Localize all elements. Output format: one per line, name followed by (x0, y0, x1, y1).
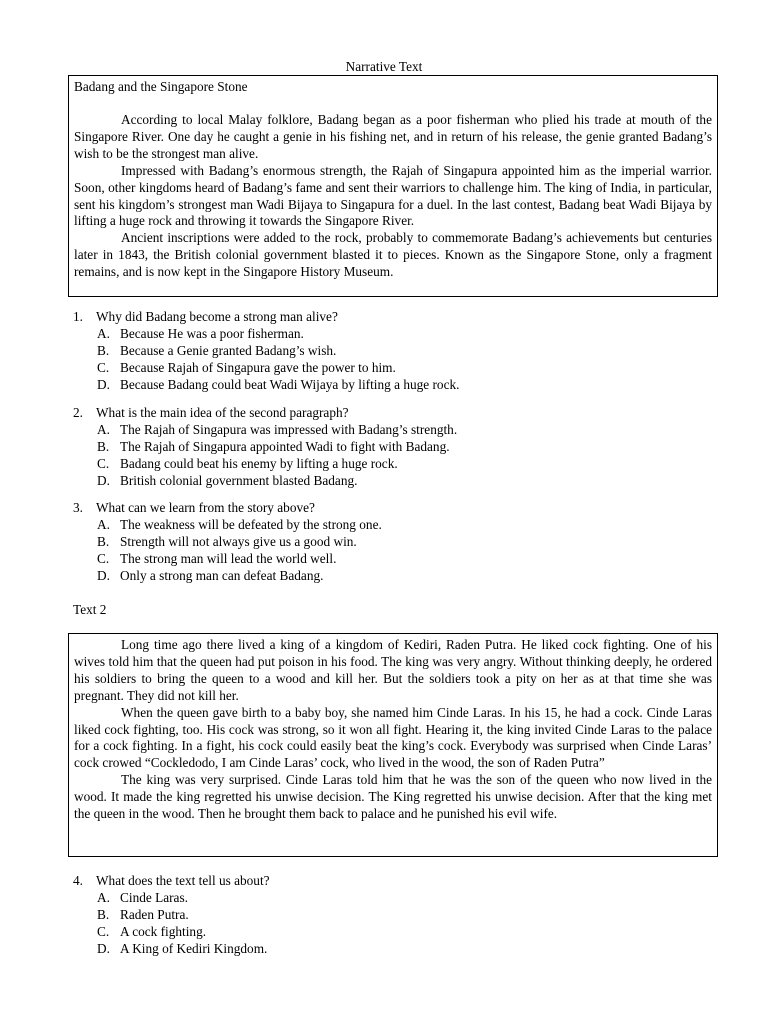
text1-title: Badang and the Singapore Stone (74, 79, 248, 94)
option-letter: C. (97, 456, 110, 471)
text1-paragraph-2: Impressed with Badang’s enormous strength, the Rajah of Singapura appointed him as the imperial warrior. Soon, other kingdoms heard of Badang’s fame and sent their warriors to challenge him. The king of India, in particular, sent his kingdom’s strongest man Wadi Bijaya to Singapura for a duel. In the last contest, Badang beat Wadi Bijaya by lifting a huge rock and throwing it towards the Singapore River. (74, 162, 712, 229)
option-letter: C. (97, 360, 110, 375)
option-text: Because a Genie granted Badang’s wish. (120, 343, 337, 358)
option-c (73, 359, 713, 376)
text2-paragraph-3: The king was very surprised. Cinde Laras told him that he was the son of the queen who now lived in the wood. It made the king regretted his unwise decision. The King regretted his unwise decision. After that the king met the queen in the wood. Then he brought them back to palace and he punished his evil wife. (74, 772, 712, 822)
option-a (73, 889, 713, 906)
option-letter: A. (97, 326, 110, 341)
option-text: The Rajah of Singapura was impressed with Badang’s strength. (120, 422, 458, 437)
question-3 (73, 499, 713, 584)
text1-box (68, 75, 718, 297)
question-text: What can we learn from the story above? (96, 500, 315, 515)
question-text: What does the text tell us about? (96, 873, 270, 888)
option-b (73, 438, 713, 455)
option-text: Strength will not always give us a good win. (120, 534, 357, 549)
option-letter: B. (97, 907, 110, 922)
option-text: The strong man will lead the world well. (120, 551, 337, 566)
option-d (73, 472, 713, 489)
question-number: 4. (73, 873, 83, 888)
option-a (73, 325, 713, 342)
option-b (73, 533, 713, 550)
text2-paragraph-1: Long time ago there lived a king of a kingdom of Kediri, Raden Putra. He liked cock fighting. One of his wives told him that the queen had put poison in his food. The king was very angry. Without thinking deeply, he ordered his soldiers to bring the queen to a wood and kill her. But the soldiers took a pity on her as at that time she was pregnant. They did not kill her. (74, 637, 712, 703)
option-a (73, 516, 713, 533)
option-text: The Rajah of Singapura appointed Wadi to fight with Badang. (120, 439, 450, 454)
question-2 (73, 404, 713, 489)
option-b (73, 906, 713, 923)
option-text: Because He was a poor fisherman. (120, 326, 304, 341)
option-d (73, 376, 713, 393)
option-c (73, 550, 713, 567)
text2-paragraph-2: When the queen gave birth to a baby boy, she named him Cinde Laras. In his 15, he had a cock. Cinde Laras liked cock fighting, too. His cock was strong, so it won all fight. Hearing it, the king invited Cinde Laras to the palace for a cock fighting. In a fight, his cock could easily beat the king’s cock. Everybody was surprised when Cinde Laras’ cock crowed “Cockledodo, I am Cinde Laras’ cock, who lived in the wood, the son of Raden Putra” (74, 704, 712, 771)
page-title: Narrative Text (345, 59, 423, 74)
option-letter: D. (97, 568, 110, 583)
option-text: British colonial government blasted Badang. (120, 473, 358, 488)
option-text: A King of Kediri Kingdom. (120, 941, 268, 956)
option-text: Because Badang could beat Wadi Wijaya by lifting a huge rock. (120, 377, 460, 392)
text1-paragraph-1: According to local Malay folklore, Badang began as a poor fisherman who plied his trade at mouth of the Singapore River. One day he caught a genie in his fishing net, and in return of his release, the genie granted Badang’s wish to be the strongest man alive. (74, 112, 712, 161)
spacer (74, 95, 712, 112)
option-text: The weakness will be defeated by the strong one. (120, 517, 382, 532)
text1-paragraph-3: Ancient inscriptions were added to the rock, probably to commemorate Badang’s achievements but centuries later in 1843, the British colonial government blasted it to pieces. Known as the Singapore Stone, only a fragment remains, and is now kept in the Singapore History Museum. (74, 230, 712, 280)
option-letter: D. (97, 941, 110, 956)
question-text: What is the main idea of the second paragraph? (96, 405, 349, 420)
option-letter: B. (97, 534, 110, 549)
question-number: 1. (73, 309, 83, 324)
text2-label: Text 2 (73, 602, 107, 617)
text2-box (68, 633, 718, 857)
option-c (73, 455, 713, 472)
option-letter: D. (97, 473, 110, 488)
option-text: Because Rajah of Singapura gave the power to him. (120, 360, 396, 375)
option-a (73, 421, 713, 438)
option-letter: C. (97, 924, 110, 939)
option-d (73, 567, 713, 584)
option-letter: D. (97, 377, 110, 392)
option-letter: A. (97, 517, 110, 532)
option-d (73, 940, 713, 957)
option-letter: B. (97, 439, 110, 454)
question-text: Why did Badang become a strong man alive? (96, 309, 338, 324)
option-c (73, 923, 713, 940)
question-1 (73, 308, 713, 393)
option-text: Cinde Laras. (120, 890, 188, 905)
option-text: Badang could beat his enemy by lifting a huge rock. (120, 456, 398, 471)
option-text: A cock fighting. (120, 924, 207, 939)
question-4 (73, 872, 713, 957)
option-letter: A. (97, 890, 110, 905)
option-letter: C. (97, 551, 110, 566)
option-b (73, 342, 713, 359)
option-text: Only a strong man can defeat Badang. (120, 568, 324, 583)
option-letter: B. (97, 343, 110, 358)
option-letter: A. (97, 422, 110, 437)
question-number: 3. (73, 500, 83, 515)
question-number: 2. (73, 405, 83, 420)
option-text: Raden Putra. (120, 907, 189, 922)
